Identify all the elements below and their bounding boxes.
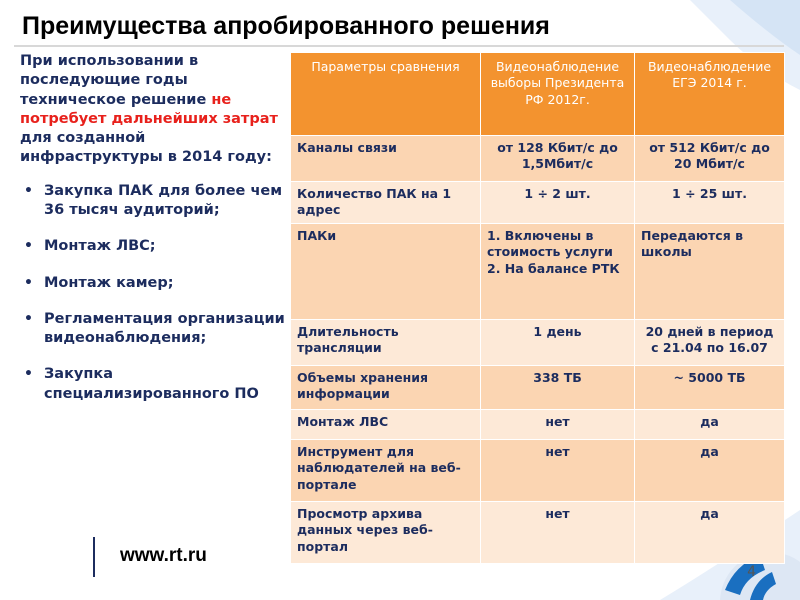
table-cell: нет <box>481 410 635 440</box>
intro-text-start: При использовании в последующие годы техническое решение <box>20 53 212 108</box>
bullet-icon: • <box>24 182 33 199</box>
table-cell: 1 ÷ 25 шт. <box>635 182 785 224</box>
comparison-table <box>290 52 785 564</box>
table-cell: от 512 Кбит/с до 20 Мбит/с <box>635 136 785 182</box>
footer-website-link[interactable]: www.rt.ru <box>120 545 207 566</box>
table-cell: Монтаж ЛВС <box>291 410 481 440</box>
table-cell: Количество ПАК на 1 адрес <box>291 182 481 224</box>
intro-paragraph <box>20 52 288 168</box>
list-item-text: Регламентация организации видеонаблюдения; <box>44 310 285 347</box>
column-header-elections-2012: Видеонаблюдение выборы Президента РФ 2012г. <box>481 53 635 136</box>
table-cell: 1. Включены в стоимость услуги 2. На балансе РТК <box>481 224 635 320</box>
table-row <box>291 224 785 320</box>
table-cell: ~ 5000 ТБ <box>635 366 785 410</box>
table-cell: Передаются в школы <box>635 224 785 320</box>
table-row <box>291 440 785 502</box>
list-item-text: Закупка специализированного ПО <box>44 366 259 402</box>
bullet-icon: • <box>24 366 33 383</box>
list-item-text: Монтаж ЛВС; <box>44 238 156 255</box>
bullet-icon: • <box>24 238 33 255</box>
table-row <box>291 182 785 224</box>
list-item <box>20 274 288 293</box>
table-cell: нет <box>481 502 635 564</box>
table-row <box>291 366 785 410</box>
left-text-block <box>20 52 288 421</box>
table-cell: да <box>635 502 785 564</box>
table-cell: Каналы связи <box>291 136 481 182</box>
table-cell: 338 ТБ <box>481 366 635 410</box>
column-header-parameters: Параметры сравнения <box>291 53 481 136</box>
table-cell: Инструмент для наблюдателей на веб-портале <box>291 440 481 502</box>
bullet-icon: • <box>24 274 33 291</box>
intro-text-end: для созданной инфраструктуры в 2014 году: <box>20 130 272 166</box>
table-cell: 20 дней в период с 21.04 по 16.07 <box>635 320 785 366</box>
table-row <box>291 502 785 564</box>
table-cell: Длительность трансляции <box>291 320 481 366</box>
table-row <box>291 320 785 366</box>
table-cell: нет <box>481 440 635 502</box>
page-number: 4 <box>747 564 756 580</box>
footer-divider <box>93 537 95 577</box>
table-cell: 1 ÷ 2 шт. <box>481 182 635 224</box>
table-row <box>291 410 785 440</box>
table-cell: да <box>635 440 785 502</box>
table-cell: да <box>635 410 785 440</box>
table-row <box>291 136 785 182</box>
list-item <box>20 182 288 221</box>
list-item-text: Закупка ПАК для более чем 36 тысяч аудиторий; <box>44 182 283 218</box>
table-cell: Просмотр архива данных через веб-портал <box>291 502 481 564</box>
list-item <box>20 310 288 349</box>
column-header-ege-2014: Видеонаблюдение ЕГЭ 2014 г. <box>635 53 785 136</box>
list-item <box>20 237 288 256</box>
table-cell: 1 день <box>481 320 635 366</box>
list-item <box>20 365 288 404</box>
page-title: Преимущества апробированного решения <box>22 12 550 40</box>
table-cell: от 128 Кбит/с до 1,5Мбит/с <box>481 136 635 182</box>
table-header-row <box>291 53 785 136</box>
table-cell: ПАКи <box>291 224 481 320</box>
bullet-icon: • <box>24 310 33 327</box>
benefits-list <box>20 182 288 404</box>
title-divider <box>14 45 784 47</box>
table-cell: Объемы хранения информации <box>291 366 481 410</box>
list-item-text: Монтаж камер; <box>44 274 174 291</box>
intro-accent-text: не потребует дальнейших затрат <box>20 91 278 127</box>
